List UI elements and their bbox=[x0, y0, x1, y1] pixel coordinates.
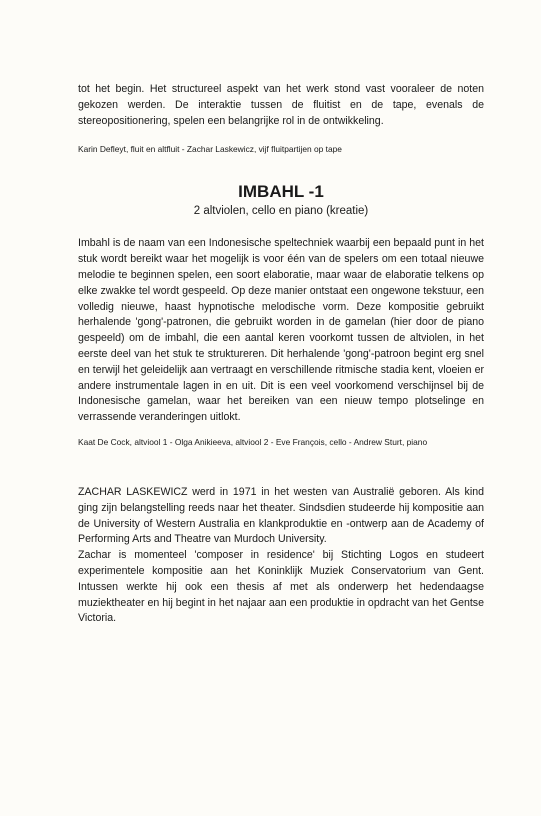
intro-paragraph: tot het begin. Het structureel aspekt van het werk stond vast vooraleer de noten gekozen werden. De interaktie tussen de fluitist en de tape, evenals de stereopositionering, spelen een belangrijke rol in de ontwikkeling. bbox=[78, 83, 484, 127]
program-page bbox=[78, 82, 484, 627]
bio-paragraph-2: Zachar is momenteel 'composer in residence' bij Stichting Logos en studeert experimentele kompositie aan het Koninklijk Muziek Conservatorium van Gent. Intussen werkte hij ook een thesis af met als onderwerp het hedendaagse muziektheater en hij begint in het najaar aan een produktie in opdracht van het Gentse Victoria. bbox=[78, 549, 484, 625]
piece-description: Imbahl is de naam van een Indonesische speltechniek waarbij een bepaald punt in het stuk wordt bereikt waar het mogelijk is voor één van de spelers om een totaal nieuwe melodie te beginnen spelen, een soort elaboratie, maar waar de elaboratie telkens op elke zwakke tel wordt gespeeld. Op deze manier ontstaat een ongewone tekstuur, een volledig nieuwe, haast hypnotische melodische vorm. Deze kompositie gebruikt herhalende 'gong'-patronen, die gebruikt worden in de gamelan (hier door de piano gespeeld) om de imbahl, die een aantal keren voorkomt tussen de altviolen, in het eerste deel van het stuk te struktureren. Dit herhalende 'gong'-patroon begint erg snel en terwijl het geleidelijk aan vertraagt en verschillende ritmische stadia kent, vloeien er andere instrumentale lagen in en uit. Dit is een veel voorkomend verschijnsel bij de Indonesische gamelan, waar het bereiken van een nieuw tempo plotselinge en verrassende veranderingen uitlokt. bbox=[78, 237, 484, 424]
piece-title: IMBAHL -1 bbox=[238, 182, 324, 202]
piece-performers-credit: Kaat De Cock, altviool 1 - Olga Anikieeva, altviool 2 - Eve François, cello - Andrew Sturt, piano bbox=[78, 436, 428, 447]
piece-subtitle: 2 altviolen, cello en piano (kreatie) bbox=[193, 205, 369, 218]
bio-paragraph-1: ZACHAR LASKEWICZ werd in 1971 in het westen van Australië geboren. Als kind ging zijn belangstelling reeds naar het theater. Sindsdien studeerde hij kompositie aan de University of Western Australia en klankproduktie en -ontwerp aan de Academy of Performing Arts and Theatre van Murdoch University. bbox=[78, 485, 484, 546]
intro-performers-credit: Karin Defleyt, fluit en altfluit - Zachar Laskewicz, vijf fluitpartijen op tape bbox=[78, 144, 342, 155]
